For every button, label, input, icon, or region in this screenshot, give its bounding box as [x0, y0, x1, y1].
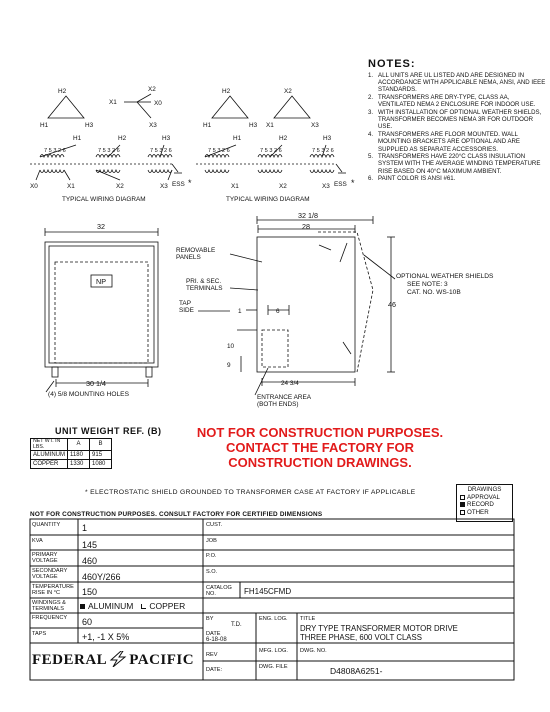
- see-note-label: SEE NOTE: 3: [407, 281, 448, 288]
- kva-value: 145: [82, 540, 98, 550]
- wd1-taps-3: 7 5 3 2 6: [150, 148, 172, 154]
- wd2-coil-h1: H1: [233, 135, 242, 142]
- wd1-coil-h2: H2: [118, 135, 127, 142]
- wd2-taps-3: 7 5 3 2 6: [312, 148, 334, 154]
- catalog-value: FH145CFMD: [244, 587, 292, 596]
- note-item: 1. ALL UNITS ARE UL LISTED AND ARE DESIGNED IN ACCORDANCE WITH APPLICABLE NEMA, ANSI, AND IEEE STANDARDS.: [368, 72, 546, 94]
- wd2-ess-star: *: [351, 178, 355, 188]
- weather-shields-label: OPTIONAL WEATHER SHIELDS: [396, 273, 494, 280]
- wd2-ess: ESS: [334, 181, 347, 188]
- drawings-option-approval[interactable]: APPROVAL: [460, 494, 509, 502]
- wd1-bottom-x0: X0: [30, 183, 38, 190]
- drawings-option-record[interactable]: RECORD: [460, 501, 509, 509]
- nameplate-label: NP: [96, 277, 106, 286]
- wd2-taps-2: 7 5 3 2 6: [260, 148, 282, 154]
- wd2-h2: H2: [222, 88, 231, 95]
- wd1-ess: ESS: [172, 181, 185, 188]
- wd2-coil-h3: H3: [323, 135, 332, 142]
- construction-warning: NOT FOR CONSTRUCTION PURPOSES. CONTACT THE FACTORY FOR CONSTRUCTION DRAWINGS.: [196, 425, 444, 470]
- date2-label: DATE:: [206, 667, 223, 673]
- copper-checkbox[interactable]: [141, 604, 146, 609]
- wd2-x3: X3: [311, 122, 319, 129]
- dim-10: 10: [227, 343, 235, 350]
- secondary-voltage-label: SECONDARY VOLTAGE: [32, 568, 68, 580]
- wd1-coil-h1: H1: [73, 135, 82, 142]
- dim-24: 24 3/4: [281, 380, 299, 387]
- wd1-bottom-x3: X3: [160, 183, 168, 190]
- wd2-bottom-x1: X1: [231, 183, 239, 190]
- wd2-coil-h2: H2: [279, 135, 288, 142]
- wd2-x2: X2: [284, 88, 292, 95]
- taps-value: +1, -1 X 5%: [82, 632, 130, 642]
- note-item: 6. PAINT COLOR IS ANSI #61.: [368, 175, 456, 183]
- certified-dimensions-note: NOT FOR CONSTRUCTION PURPOSES. CONSULT FACTORY FOR CERTIFIED DIMENSIONS: [30, 511, 323, 518]
- wd1-coil-h3: H3: [162, 135, 171, 142]
- frequency-value: 60: [82, 617, 93, 627]
- wd2-caption: TYPICAL WIRING DIAGRAM: [226, 196, 310, 203]
- wd1-h2: H2: [58, 88, 67, 95]
- wd1-ess-star: *: [188, 178, 192, 188]
- table-row: NET WT. IN LBS. A B: [31, 439, 112, 451]
- by-label: BY: [206, 616, 214, 622]
- dwg-no-label: DWG. NO.: [300, 648, 327, 654]
- height-dim: 46: [388, 300, 396, 309]
- wd2-h1: H1: [203, 122, 212, 129]
- drawing-title: DRY TYPE TRANSFORMER MOTOR DRIVE THREE PHASE, 600 VOLT CLASS: [300, 624, 458, 642]
- pri-sec-terminals-label: PRI. & SEC. TERMINALS: [186, 278, 223, 292]
- quantity-value: 1: [82, 523, 88, 533]
- table-row: ALUMINUM 1180 915: [31, 451, 112, 460]
- date-label: DATE: [206, 631, 221, 637]
- wd1-x1: X1: [109, 99, 117, 106]
- dwg-file-label: DWG. FILE: [259, 664, 288, 670]
- wd1-x3: X3: [149, 122, 157, 129]
- table-row: COPPER 1330 1080: [31, 460, 112, 469]
- dwg-no-value: D4808A6251-: [330, 666, 383, 676]
- base-width-dim: 30 1/4: [86, 379, 106, 388]
- cat-no-label: CAT. NO. WS-10B: [407, 289, 461, 296]
- by-value: T.D.: [231, 622, 242, 628]
- primary-voltage-label: PRIMARY VOLTAGE: [32, 552, 58, 564]
- wd2-x1: X1: [266, 122, 274, 129]
- po-label: P.O.: [206, 553, 217, 559]
- note-item: 5. TRANSFORMERS HAVE 220°C CLASS INSULATION SYSTEM WITH THE AVERAGE WINDING TEMPERATURE RISE BASED ON 40°C MAXIMUM AMBIENT.: [368, 153, 541, 175]
- wd1-h3: H3: [85, 122, 94, 129]
- title-label: TITLE: [300, 616, 316, 622]
- ess-note: * ELECTROSTATIC SHIELD GROUNDED TO TRANSFORMER CASE AT FACTORY IF APPLICABLE: [85, 489, 416, 496]
- lightning-bolt-icon: [107, 651, 129, 667]
- removable-panels-label: REMOVABLE PANELS: [176, 247, 216, 261]
- dim-1: 1: [238, 308, 242, 315]
- copper-label: COPPER: [149, 601, 186, 611]
- aluminum-checkbox[interactable]: [80, 604, 85, 609]
- unit-weight-title: UNIT WEIGHT REF. (B): [55, 426, 162, 436]
- mfg-log-label: MFG. LOG.: [259, 648, 288, 654]
- dim-6: 6: [276, 308, 280, 315]
- kva-label: KVA: [32, 538, 43, 544]
- wd1-x2: X2: [148, 86, 156, 93]
- note-item: 3. WITH INSTALLATION OF OPTIONAL WEATHER SHIELDS, TRANSFORMER BECOMES NEMA 3R FOR OUTDOOR USE.: [368, 109, 542, 131]
- wd2-bottom-x3: X3: [322, 183, 330, 190]
- wd1-h1: H1: [40, 122, 49, 129]
- wd1-caption: TYPICAL WIRING DIAGRAM: [62, 196, 146, 203]
- windings-label: WINDINGS & TERMINALS: [32, 600, 66, 612]
- temperature-rise-value: 150: [82, 587, 98, 597]
- aluminum-label: ALUMINUM: [88, 601, 134, 611]
- wd1-bottom-x1: X1: [67, 183, 75, 190]
- windings-options: [80, 601, 185, 611]
- quantity-label: QUANTITY: [32, 522, 61, 528]
- wd2-bottom-x2: X2: [279, 183, 287, 190]
- depth-outer-dim: 32 1/8: [298, 211, 318, 220]
- catalog-label: CATALOG NO.: [206, 585, 232, 597]
- job-label: JOB: [206, 538, 217, 544]
- note-item: 2. TRANSFORMERS ARE DRY-TYPE, CLASS AA, VENTILATED NEMA 2 ENCLOSURE FOR INDOOR USE.: [368, 94, 536, 109]
- wd2-h3: H3: [249, 122, 258, 129]
- wd1-bottom-x2: X2: [116, 183, 124, 190]
- wd1-taps-1: 7 5 3 2 6: [44, 148, 66, 154]
- wd2-taps-1: 7 5 3 2 6: [208, 148, 230, 154]
- wd1-x0: X0: [154, 100, 162, 107]
- note-item: 4. TRANSFORMERS ARE FLOOR MOUNTED. WALL MOUNTING BRACKETS ARE OPTIONAL AND ARE SUPPLIED AS SEPARATE ACCESSORIES.: [368, 131, 520, 153]
- drawings-option-other[interactable]: OTHER: [460, 509, 509, 517]
- so-label: S.O.: [206, 569, 218, 575]
- temperature-rise-label: TEMPERATURE RISE IN °C: [32, 584, 74, 596]
- rev-label: REV: [206, 652, 218, 658]
- frequency-label: FREQUENCY: [32, 615, 68, 621]
- mounting-holes-label: (4) 5/8 MOUNTING HOLES: [48, 391, 129, 398]
- wd1-taps-2: 7 5 3 2 6: [98, 148, 120, 154]
- primary-voltage-value: 460: [82, 556, 98, 566]
- federal-pacific-logo: FEDERAL PACIFIC: [32, 652, 195, 668]
- drawings-title: DRAWINGS: [467, 486, 502, 493]
- tap-side-label: TAP SIDE: [179, 300, 194, 314]
- taps-label: TAPS: [32, 631, 47, 637]
- eng-log-label: ENG. LOG.: [259, 616, 288, 622]
- depth-inner-dim: 28: [302, 222, 310, 231]
- dim-9: 9: [227, 362, 231, 369]
- entrance-area-label: ENTRANCE AREA (BOTH ENDS): [257, 394, 311, 408]
- date-value: 6-18-08: [206, 637, 227, 643]
- customer-label: CUST.: [206, 522, 223, 528]
- secondary-voltage-value: 460Y/266: [82, 572, 121, 582]
- front-width-dim: 32: [97, 222, 105, 231]
- notes-title: NOTES:: [368, 58, 416, 70]
